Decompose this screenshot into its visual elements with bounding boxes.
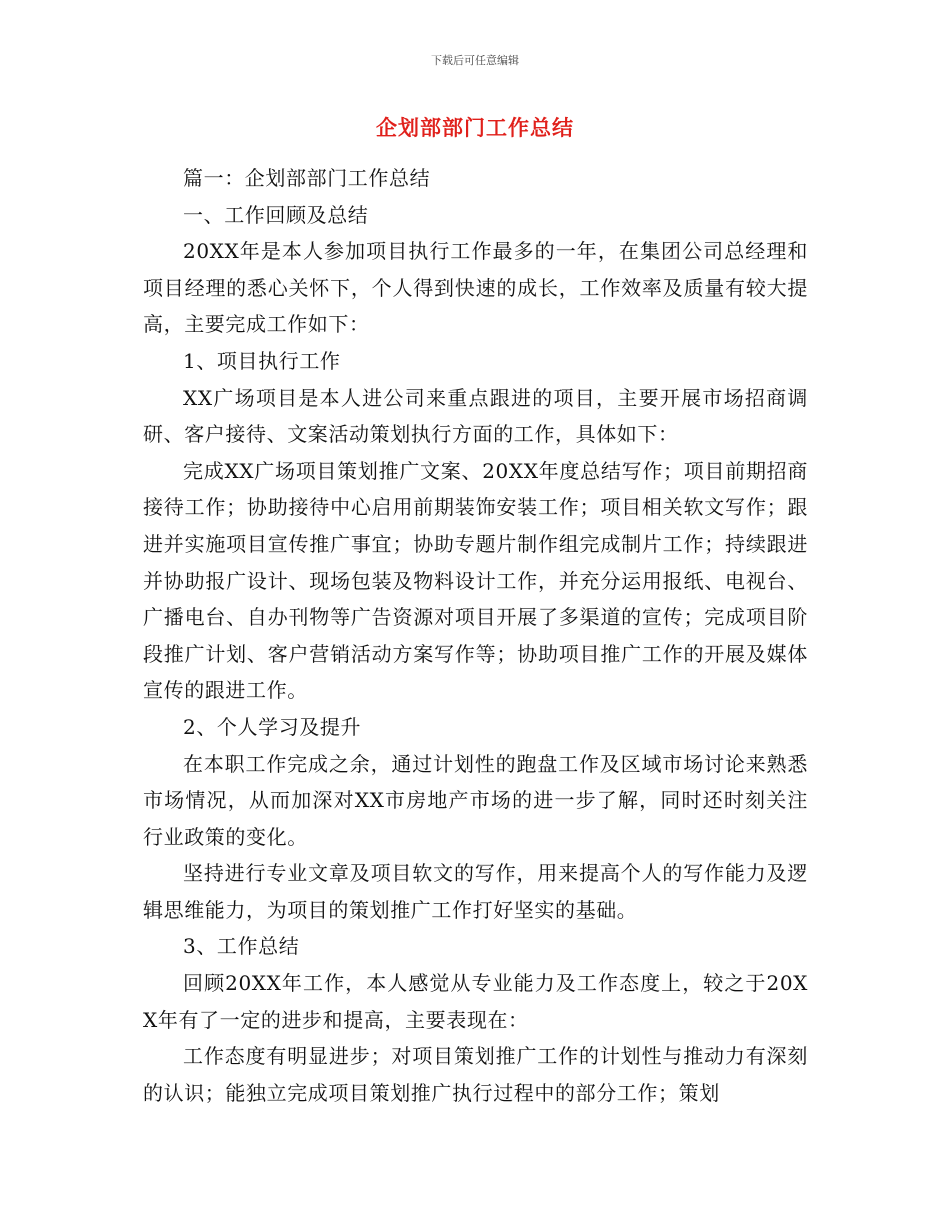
body-paragraph: 工作态度有明显进步；对项目策划推广工作的计划性与推动力有深刻的认识；能独立完成项目策划推广执行过程中的部分工作；策划 [143, 1044, 808, 1105]
body-paragraph: 坚持进行专业文章及项目软文的写作，用来提高个人的写作能力及逻辑思维能力，为项目的策划推广工作打好坚实的基础。 [143, 861, 808, 922]
subsection-heading: 2、个人学习及提升 [183, 714, 362, 739]
subsection-heading: 3、工作总结 [183, 934, 300, 959]
document-title: 企划部部门工作总结 [376, 115, 574, 140]
body-paragraph: 完成XX广场项目策划推广文案、20XX年度总结写作；项目前期招商接待工作；协助接待中心启用前期装饰安装工作；项目相关软文写作；跟进并实施项目宣传推广事宜；协助专题片制作组完成制片工作；持续跟进并协助报广设计、现场包装及物料设计工作，并充分运用报纸、电视台、广播电台、自办刊物等广告资源对项目开展了多渠道的宣传；完成项目阶段推广计划、客户营销活动方案写作等；协助项目推广工作的开展及媒体宣传的跟进工作。 [143, 458, 808, 703]
header-note: 下载后可任意编辑 [431, 54, 519, 67]
body-paragraph: 20XX年是本人参加项目执行工作最多的一年，在集团公司总经理和项目经理的悉心关怀下，个人得到快速的成长，工作效率及质量有较大提高，主要完成工作如下： [143, 239, 808, 337]
document-body [143, 160, 808, 1111]
body-paragraph: 回顾20XX年工作，本人感觉从专业能力及工作态度上，较之于20XX年有了一定的进步和提高，主要表现在： [143, 971, 808, 1032]
section-heading: 篇一：企划部部门工作总结 [183, 166, 431, 190]
section-heading: 一、工作回顾及总结 [183, 202, 369, 227]
body-paragraph: 在本职工作完成之余，通过计划性的跑盘工作及区域市场讨论来熟悉市场情况，从而加深对XX市房地产市场的进一步了解，同时还时刻关注行业政策的变化。 [143, 751, 808, 849]
body-paragraph: XX广场项目是本人进公司来重点跟进的项目，主要开展市场招商调研、客户接待、文案活动策划执行方面的工作，具体如下： [143, 385, 808, 447]
subsection-heading: 1、项目执行工作 [183, 348, 341, 373]
